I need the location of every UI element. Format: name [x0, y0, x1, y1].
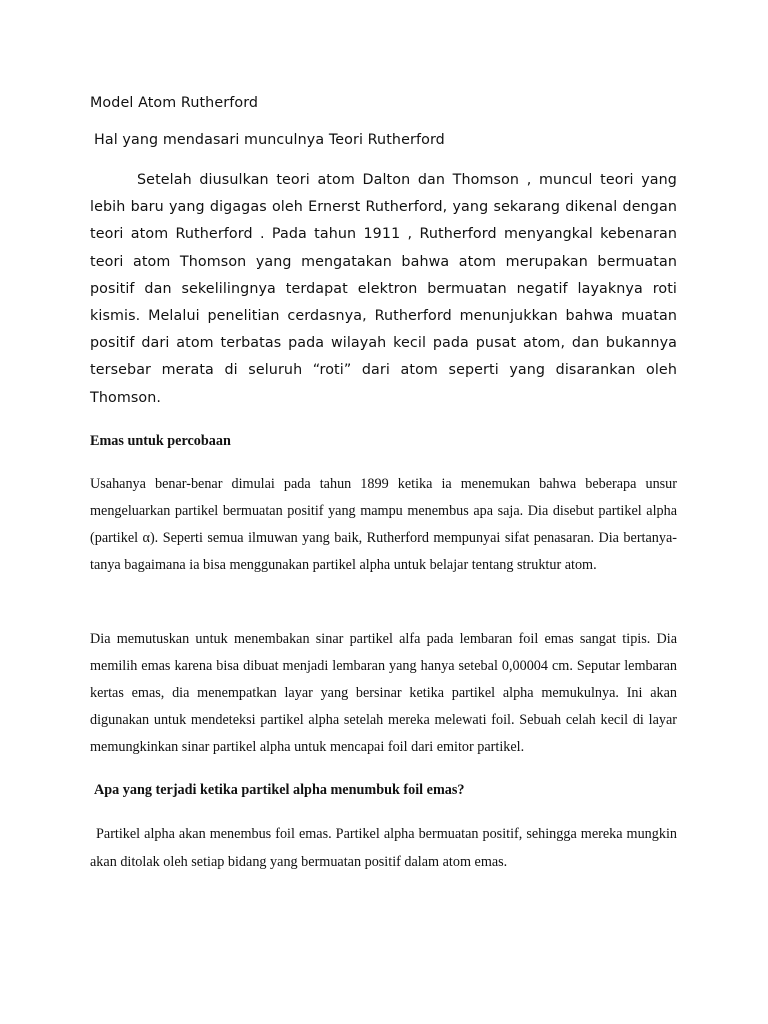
paragraph-partikel-alpha: Partikel alpha akan menembus foil emas. Partikel alpha bermuatan positif, sehingga mereka mungkin akan ditolak oleh setiap bidang yang bermuatan positif dalam atom emas.	[90, 826, 677, 870]
section-heading-emas: Emas untuk percobaan	[90, 433, 231, 449]
paragraph-usaha: Usahanya benar-benar dimulai pada tahun 1899 ketika ia menemukan bahwa beberapa unsur mengeluarkan partikel bermuatan positif yang mampu menembus apa saja. Dia disebut partikel alpha (partikel α). Seperti semua ilmuwan yang baik, Rutherford mempunyai sifat penasaran. Dia bertanya-tanya bagaimana ia bisa menggunakan partikel alpha untuk belajar tentang struktur atom.	[90, 476, 677, 573]
intro-paragraph: Setelah diusulkan teori atom Dalton dan Thomson , muncul teori yang lebih baru yang digagas oleh Ernerst Rutherford, yang sekarang dikenal dengan teori atom Rutherford . Pada tahun 1911 , Rutherford menyangkal kebenaran teori atom Thomson yang mengatakan bahwa atom merupakan bermuatan positif dan sekelilingnya terdapat elektron bermuatan negatif layaknya roti kismis. Melalui penelitian cerdasnya, Rutherford menunjukkan bahwa muatan positif dari atom terbatas pada wilayah kecil pada pusat atom, dan bukannya tersebar merata di seluruh “roti” dari atom seperti yang disarankan oleh Thomson.	[90, 172, 677, 406]
document-subtitle: Hal yang mendasari munculnya Teori Rutherford	[94, 132, 445, 148]
paragraph-dia-memutuskan: Dia memutuskan untuk menembakan sinar partikel alfa pada lembaran foil emas sangat tipis. Dia memilih emas karena bisa dibuat menjadi lembaran yang hanya setebal 0,00004 cm. Seputar lembaran kertas emas, dia menempatkan layar yang bersinar ketika partikel alpha memukulnya. Ini akan digunakan untuk mendeteksi partikel alpha setelah mereka melewati foil. Sebuah celah kecil di layar memungkinkan sinar partikel alpha untuk mencapai foil dari emitor partikel.	[90, 631, 677, 755]
section-heading-apa: Apa yang terjadi ketika partikel alpha menumbuk foil emas?	[94, 782, 465, 798]
document-title: Model Atom Rutherford	[90, 95, 259, 111]
